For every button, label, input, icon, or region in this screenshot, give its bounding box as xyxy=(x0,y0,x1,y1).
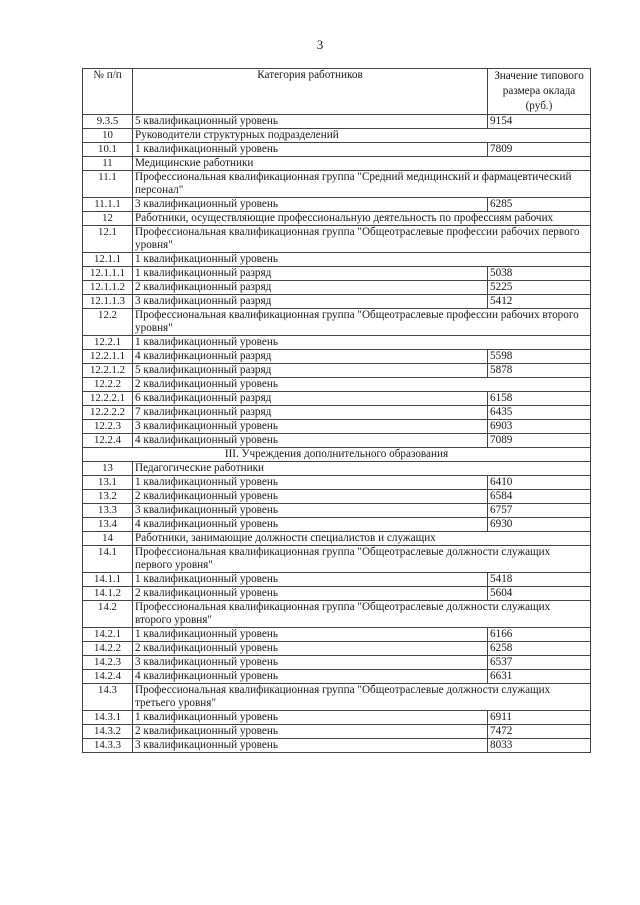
row-number: 14.3.1 xyxy=(83,711,133,725)
table-row xyxy=(83,392,591,406)
row-category: 7 квалификационный разряд xyxy=(133,406,488,420)
row-category: 1 квалификационный уровень xyxy=(133,336,591,350)
row-category: 2 квалификационный уровень xyxy=(133,725,488,739)
row-category: 2 квалификационный разряд xyxy=(133,281,488,295)
table-row xyxy=(83,267,591,281)
row-number: 13.1 xyxy=(83,476,133,490)
row-value: 7089 xyxy=(488,434,591,448)
row-category: 3 квалификационный уровень xyxy=(133,198,488,212)
row-number: 12 xyxy=(83,212,133,226)
table-row xyxy=(83,171,591,198)
row-number: 12.2.2.1 xyxy=(83,392,133,406)
row-number: 14.1.2 xyxy=(83,587,133,601)
row-number: 12.2.2 xyxy=(83,378,133,392)
row-number: 14.2 xyxy=(83,601,133,628)
row-number: 11 xyxy=(83,157,133,171)
row-category: 5 квалификационный уровень xyxy=(133,115,488,129)
row-value: 6166 xyxy=(488,628,591,642)
row-value: 5878 xyxy=(488,364,591,378)
table-row xyxy=(83,115,591,129)
row-category: 1 квалификационный уровень xyxy=(133,628,488,642)
row-number: 11.1 xyxy=(83,171,133,198)
row-number: 14.2.3 xyxy=(83,656,133,670)
table-row xyxy=(83,406,591,420)
row-number: 12.2.3 xyxy=(83,420,133,434)
table-row xyxy=(83,336,591,350)
header-category: Категория работников xyxy=(133,69,488,115)
section-row xyxy=(83,448,591,462)
row-value: 6631 xyxy=(488,670,591,684)
row-value: 9154 xyxy=(488,115,591,129)
row-category: 6 квалификационный разряд xyxy=(133,392,488,406)
table-row xyxy=(83,253,591,267)
row-category: 2 квалификационный уровень xyxy=(133,587,488,601)
row-category: 1 квалификационный уровень xyxy=(133,573,488,587)
row-number: 12.1.1.2 xyxy=(83,281,133,295)
table-row xyxy=(83,711,591,725)
row-category: Профессиональная квалификационная группа "Средний медицинский и фармацевтический персонал" xyxy=(133,171,591,198)
row-number: 13.4 xyxy=(83,518,133,532)
table-body xyxy=(83,115,591,753)
row-number: 10 xyxy=(83,129,133,143)
row-category: 3 квалификационный уровень xyxy=(133,739,488,753)
row-value: 5412 xyxy=(488,295,591,309)
row-value: 6757 xyxy=(488,504,591,518)
table-row xyxy=(83,504,591,518)
row-number: 14 xyxy=(83,532,133,546)
row-category: 2 квалификационный уровень xyxy=(133,490,488,504)
row-number: 12.1 xyxy=(83,226,133,253)
row-category: 3 квалификационный уровень xyxy=(133,656,488,670)
row-number: 13 xyxy=(83,462,133,476)
table-row xyxy=(83,642,591,656)
table-header xyxy=(83,69,591,115)
table-row xyxy=(83,198,591,212)
table-row xyxy=(83,295,591,309)
row-category: Профессиональная квалификационная группа "Общеотраслевые должности служащих первого уровня" xyxy=(133,546,591,573)
row-category: 1 квалификационный уровень xyxy=(133,143,488,157)
row-category: Работники, занимающие должности специалистов и служащих xyxy=(133,532,591,546)
row-number: 13.3 xyxy=(83,504,133,518)
row-value: 7472 xyxy=(488,725,591,739)
row-number: 12.1.1.1 xyxy=(83,267,133,281)
row-category: 5 квалификационный разряд xyxy=(133,364,488,378)
row-number: 12.2.1.2 xyxy=(83,364,133,378)
row-category: 4 квалификационный уровень xyxy=(133,434,488,448)
row-number: 14.2.2 xyxy=(83,642,133,656)
table-row xyxy=(83,546,591,573)
table-row xyxy=(83,129,591,143)
row-value: 7809 xyxy=(488,143,591,157)
row-value: 6584 xyxy=(488,490,591,504)
table-row xyxy=(83,628,591,642)
row-category: 3 квалификационный уровень xyxy=(133,504,488,518)
row-value: 6911 xyxy=(488,711,591,725)
row-number: 12.1.1.3 xyxy=(83,295,133,309)
row-category: 1 квалификационный разряд xyxy=(133,267,488,281)
row-number: 14.1 xyxy=(83,546,133,573)
table-row xyxy=(83,212,591,226)
row-category: 4 квалификационный разряд xyxy=(133,350,488,364)
row-category: 4 квалификационный уровень xyxy=(133,670,488,684)
table-row xyxy=(83,157,591,171)
row-value: 6158 xyxy=(488,392,591,406)
row-category: 3 квалификационный уровень xyxy=(133,420,488,434)
row-value: 6258 xyxy=(488,642,591,656)
row-number: 14.3.2 xyxy=(83,725,133,739)
row-value: 6285 xyxy=(488,198,591,212)
row-category: Профессиональная квалификационная группа "Общеотраслевые должности служащих третьего уровня" xyxy=(133,684,591,711)
row-number: 12.2.1 xyxy=(83,336,133,350)
row-category: Профессиональная квалификационная группа "Общеотраслевые должности служащих второго уровня" xyxy=(133,601,591,628)
table-row xyxy=(83,420,591,434)
table-row xyxy=(83,350,591,364)
table-row xyxy=(83,378,591,392)
row-number: 9.3.5 xyxy=(83,115,133,129)
row-value: 5038 xyxy=(488,267,591,281)
salary-table xyxy=(82,68,591,753)
row-category: Медицинские работники xyxy=(133,157,591,171)
row-category: 2 квалификационный уровень xyxy=(133,642,488,656)
row-number: 11.1.1 xyxy=(83,198,133,212)
row-value: 6410 xyxy=(488,476,591,490)
row-value: 5225 xyxy=(488,281,591,295)
row-value: 6903 xyxy=(488,420,591,434)
row-value: 6537 xyxy=(488,656,591,670)
row-category: Педагогические работники xyxy=(133,462,591,476)
table-row xyxy=(83,739,591,753)
table-row xyxy=(83,518,591,532)
table-row xyxy=(83,309,591,336)
table-row xyxy=(83,143,591,157)
table-row xyxy=(83,532,591,546)
row-number: 10.1 xyxy=(83,143,133,157)
table-row xyxy=(83,434,591,448)
row-number: 14.1.1 xyxy=(83,573,133,587)
page-number: 3 xyxy=(316,37,324,52)
row-number: 12.2.4 xyxy=(83,434,133,448)
row-category: 1 квалификационный уровень xyxy=(133,253,591,267)
table-row xyxy=(83,226,591,253)
row-value: 6435 xyxy=(488,406,591,420)
row-value: 6930 xyxy=(488,518,591,532)
row-number: 14.2.1 xyxy=(83,628,133,642)
table-row xyxy=(83,656,591,670)
table-row xyxy=(83,364,591,378)
row-value: 5598 xyxy=(488,350,591,364)
row-number: 14.3 xyxy=(83,684,133,711)
row-number: 12.2 xyxy=(83,309,133,336)
row-category: 1 квалификационный уровень xyxy=(133,711,488,725)
section-title: III. Учреждения дополнительного образования xyxy=(83,448,591,462)
table-row xyxy=(83,573,591,587)
table-row xyxy=(83,476,591,490)
row-category: Профессиональная квалификационная группа "Общеотраслевые профессии рабочих первого уровня" xyxy=(133,226,591,253)
row-category: 2 квалификационный уровень xyxy=(133,378,591,392)
table-row xyxy=(83,490,591,504)
table-row xyxy=(83,601,591,628)
table-row xyxy=(83,725,591,739)
table-row xyxy=(83,281,591,295)
row-category: Профессиональная квалификационная группа "Общеотраслевые профессии рабочих второго уровня" xyxy=(133,309,591,336)
row-value: 5604 xyxy=(488,587,591,601)
row-category: Руководители структурных подразделений xyxy=(133,129,591,143)
table-row xyxy=(83,462,591,476)
header-number: № п/п xyxy=(83,69,133,115)
table-row xyxy=(83,684,591,711)
table-row xyxy=(83,670,591,684)
row-category: 4 квалификационный уровень xyxy=(133,518,488,532)
header-value: Значение типового размера оклада (руб.) xyxy=(488,69,591,115)
row-number: 13.2 xyxy=(83,490,133,504)
row-number: 12.2.1.1 xyxy=(83,350,133,364)
table-row xyxy=(83,587,591,601)
row-number: 12.2.2.2 xyxy=(83,406,133,420)
row-number: 12.1.1 xyxy=(83,253,133,267)
row-number: 14.2.4 xyxy=(83,670,133,684)
row-value: 5418 xyxy=(488,573,591,587)
row-number: 14.3.3 xyxy=(83,739,133,753)
row-category: 3 квалификационный разряд xyxy=(133,295,488,309)
row-category: Работники, осуществляющие профессиональную деятельность по профессиям рабочих xyxy=(133,212,591,226)
row-category: 1 квалификационный уровень xyxy=(133,476,488,490)
row-value: 8033 xyxy=(488,739,591,753)
